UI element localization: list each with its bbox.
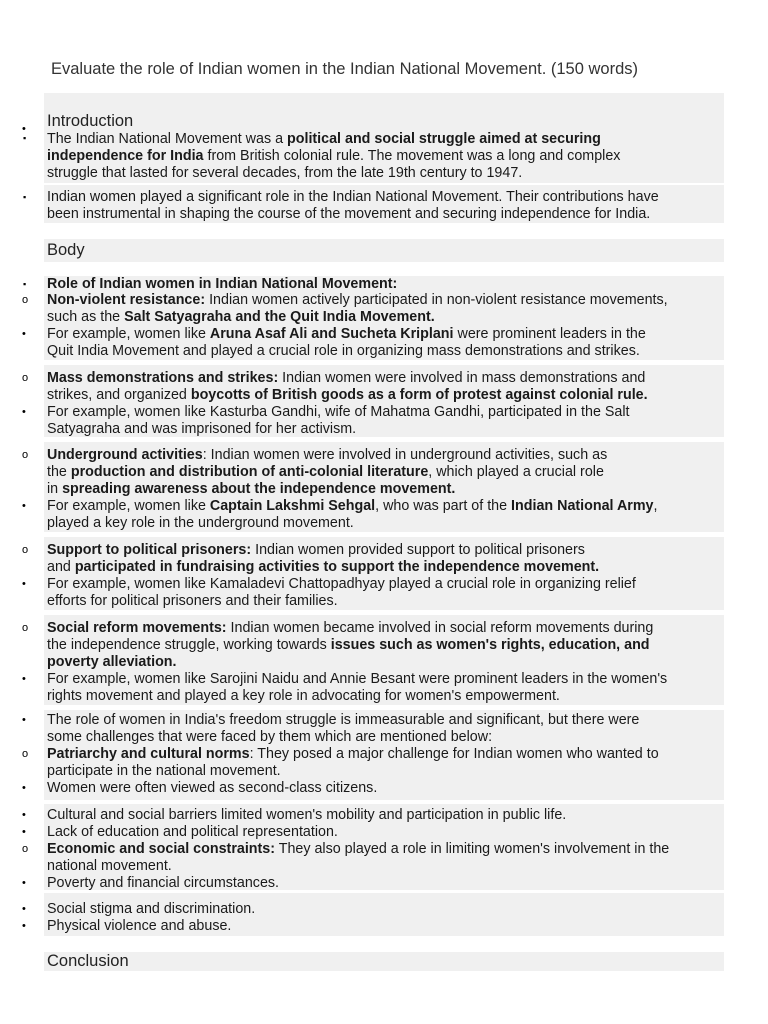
bullet-disc-icon: • bbox=[22, 500, 26, 512]
intro-p2-line: been instrumental in shaping the course of the movement and securing independence for India. bbox=[47, 206, 651, 222]
bullet-disc-icon: • bbox=[22, 578, 26, 590]
body-s2-line: Mass demonstrations and strikes: Indian women were involved in mass demonstrations and bbox=[47, 370, 646, 386]
body-heading-block bbox=[44, 239, 724, 262]
body-s3-line: played a key role in the underground movement. bbox=[47, 515, 354, 531]
bullet-square-icon: ▪ bbox=[23, 133, 27, 143]
bullet-square-icon: ▪ bbox=[23, 279, 27, 289]
body-s3-line: Underground activities: Indian women were involved in underground activities, such as bbox=[47, 447, 608, 463]
body-s5-line: rights movement and played a key role in advocating for women's empowerment. bbox=[47, 688, 560, 704]
intro-p2-line: Indian women played a significant role in the Indian National Movement. Their contributions have bbox=[47, 189, 659, 205]
bullet-circle-icon: o bbox=[22, 544, 29, 556]
bullet-disc-icon: • bbox=[22, 920, 26, 932]
body-s6-line: The role of women in India's freedom struggle is immeasurable and significant, but there were bbox=[47, 712, 640, 728]
bullet-disc-icon: • bbox=[22, 809, 26, 821]
body-s2-line: Satyagraha and was imprisoned for her activism. bbox=[47, 421, 357, 437]
intro-p1-line: independence for India from British colonial rule. The movement was a long and complex bbox=[47, 148, 621, 164]
bullet-circle-icon: o bbox=[22, 372, 29, 384]
body-s5-line: For example, women like Sarojini Naidu and Annie Besant were prominent leaders in the women's bbox=[47, 671, 668, 687]
body-s7-line: Lack of education and political representation. bbox=[47, 824, 338, 840]
bullet-disc-icon: • bbox=[22, 406, 26, 418]
body-s5-line: the independence struggle, working towards issues such as women's rights, education, and bbox=[47, 637, 650, 653]
bullet-circle-icon: o bbox=[22, 449, 29, 461]
role-title: Role of Indian women in Indian National Movement: bbox=[47, 276, 398, 292]
body-s8-line: Physical violence and abuse. bbox=[47, 918, 232, 934]
body-s2-line: strikes, and organized boycotts of British goods as a form of protest against colonial rule. bbox=[47, 387, 648, 403]
conclusion-block bbox=[44, 952, 724, 971]
body-s4-line: For example, women like Kamaladevi Chattopadhyay played a crucial role in organizing relief bbox=[47, 576, 636, 592]
body-s6-line: participate in the national movement. bbox=[47, 763, 281, 779]
body-s4-line: efforts for political prisoners and their families. bbox=[47, 593, 338, 609]
bullet-circle-icon: o bbox=[22, 748, 29, 760]
body-s7-line: Cultural and social barriers limited women's mobility and participation in public life. bbox=[47, 807, 567, 823]
bullet-disc-icon: • bbox=[22, 123, 26, 135]
body-s2-line: For example, women like Kasturba Gandhi, wife of Mahatma Gandhi, participated in the Salt bbox=[47, 404, 630, 420]
body-s1-line: Quit India Movement and played a crucial role in organizing mass demonstrations and strikes. bbox=[47, 343, 640, 359]
bullet-disc-icon: • bbox=[22, 673, 26, 685]
body-s8-line: Social stigma and discrimination. bbox=[47, 901, 256, 917]
question-title: Evaluate the role of Indian women in the Indian National Movement. (150 words) bbox=[51, 60, 638, 78]
conclusion-heading: Conclusion bbox=[47, 952, 129, 970]
body-s7-line: Economic and social constraints: They also played a role in limiting women's involvement in the bbox=[47, 841, 670, 857]
bullet-disc-icon: • bbox=[22, 903, 26, 915]
body-s3-line: the production and distribution of anti-colonial literature, which played a crucial role bbox=[47, 464, 604, 480]
body-s1-line: Non-violent resistance: Indian women actively participated in non-violent resistance movements, bbox=[47, 292, 668, 308]
bullet-circle-icon: o bbox=[22, 622, 29, 634]
body-s7-line: national movement. bbox=[47, 858, 172, 874]
body-s1-line: For example, women like Aruna Asaf Ali and Sucheta Kriplani were prominent leaders in the bbox=[47, 326, 646, 342]
body-s4-line: and participated in fundraising activities to support the independence movement. bbox=[47, 559, 600, 575]
body-s5-line: Social reform movements: Indian women became involved in social reform movements during bbox=[47, 620, 654, 636]
intro-heading: Introduction bbox=[47, 112, 134, 130]
bullet-disc-icon: • bbox=[22, 877, 26, 889]
intro-p1-line: struggle that lasted for several decades, from the late 19th century to 1947. bbox=[47, 165, 523, 181]
bullet-circle-icon: o bbox=[22, 294, 29, 306]
bullet-disc-icon: • bbox=[22, 782, 26, 794]
body-s7-line: Poverty and financial circumstances. bbox=[47, 875, 280, 891]
bullet-disc-icon: • bbox=[22, 328, 26, 340]
body-s1-line: such as the Salt Satyagraha and the Quit India Movement. bbox=[47, 309, 435, 325]
body-s4-line: Support to political prisoners: Indian women provided support to political prisoners bbox=[47, 542, 585, 558]
body-s3-line: in spreading awareness about the independence movement. bbox=[47, 481, 456, 497]
body-s5-line: poverty alleviation. bbox=[47, 654, 177, 670]
body-s6-line: Patriarchy and cultural norms: They posed a major challenge for Indian women who wanted to bbox=[47, 746, 659, 762]
body-heading: Body bbox=[47, 241, 85, 259]
body-s6-line: some challenges that were faced by them which are mentioned below: bbox=[47, 729, 493, 745]
intro-p1-line: The Indian National Movement was a political and social struggle aimed at securing bbox=[47, 131, 601, 147]
bullet-disc-icon: • bbox=[22, 826, 26, 838]
bullet-circle-icon: o bbox=[22, 843, 29, 855]
bullet-disc-icon: • bbox=[22, 714, 26, 726]
bullet-square-icon: ▪ bbox=[23, 192, 27, 202]
body-s6-line: Women were often viewed as second-class citizens. bbox=[47, 780, 378, 796]
body-s3-line: For example, women like Captain Lakshmi Sehgal, who was part of the Indian National Army, bbox=[47, 498, 658, 514]
